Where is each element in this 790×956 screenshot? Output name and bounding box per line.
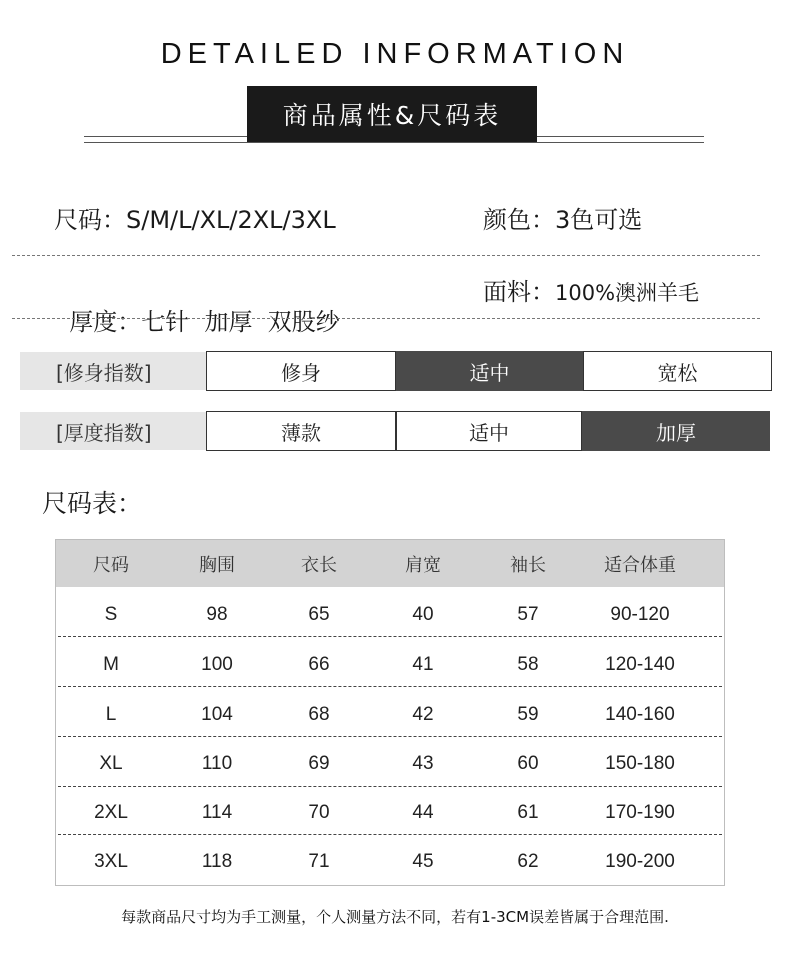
cell-chest: 100 [201,653,233,675]
size-value: S/M/L/XL/2XL/3XL [126,206,336,234]
fit-option-loose: 宽松 [583,351,772,391]
color-info [483,200,642,235]
cell-chest: 110 [201,752,233,774]
divider-2 [12,318,760,319]
cell-size: M [103,653,119,675]
cell-length: 70 [308,801,330,823]
cell-chest: 104 [201,703,233,725]
cell-weight: 190-200 [605,850,675,872]
fit-index-label: [修身指数] [20,352,206,390]
table-row [56,739,724,788]
cell-sleeve: 58 [517,653,539,675]
thickness-info [54,274,340,337]
cell-shoulder: 40 [412,603,434,625]
cell-chest: 98 [206,603,228,625]
thickness-label: 厚度： [69,308,142,336]
header-rule-bottom [84,142,704,143]
color-value: 3色可选 [555,206,643,234]
size-table-title: 尺码表： [42,489,143,518]
size-label: 尺码： [54,206,126,234]
color-label: 颜色： [483,206,555,234]
fabric-value: 100%澳洲羊毛 [555,281,700,305]
cell-length: 69 [308,752,330,774]
page-title: DETAILED INFORMATION [160,38,630,70]
table-row [56,640,724,689]
col-header-size: 尺码 [93,554,129,576]
thickness-index-label: [厚度指数] [20,412,206,450]
fabric-info [483,272,699,307]
cell-sleeve: 62 [517,850,539,872]
cell-size: L [105,703,117,725]
cell-chest: 114 [201,801,233,823]
cell-shoulder: 42 [412,703,434,725]
cell-size: 3XL [94,850,128,872]
cell-length: 66 [308,653,330,675]
cell-length: 65 [308,603,330,625]
col-header-chest: 胸围 [199,554,235,576]
table-row [56,690,724,739]
cell-size: 2XL [94,801,128,823]
table-row [56,837,724,886]
cell-shoulder: 44 [412,801,434,823]
col-header-shoulder: 肩宽 [405,554,441,576]
cell-chest: 118 [201,850,233,872]
divider-1 [12,255,760,256]
table-header [56,540,724,587]
col-header-length: 衣长 [301,554,337,576]
cell-size: S [104,603,118,625]
section-banner: 商品属性&尺码表 [247,86,537,142]
cell-sleeve: 59 [517,703,539,725]
col-header-weight: 适合体重 [604,554,676,576]
thickness-value: 七针 加厚 双股纱 [141,308,340,336]
cell-sleeve: 61 [517,801,539,823]
cell-weight: 150-180 [605,752,675,774]
table-row [56,590,724,639]
cell-weight: 120-140 [605,653,675,675]
cell-shoulder: 45 [412,850,434,872]
fit-option-slim: 修身 [206,351,396,391]
cell-weight: 140-160 [605,703,675,725]
thickness-option-medium: 适中 [396,411,582,451]
thickness-option-thin: 薄款 [206,411,396,451]
cell-length: 71 [308,850,330,872]
cell-sleeve: 57 [517,603,539,625]
cell-length: 68 [308,703,330,725]
cell-size: XL [99,752,123,774]
col-header-sleeve: 袖长 [510,554,546,576]
table-row [56,788,724,837]
cell-shoulder: 41 [412,653,434,675]
thickness-option-thick: 加厚 [582,411,770,451]
cell-weight: 90-120 [610,603,670,625]
size-info [54,200,336,235]
fabric-label: 面料： [483,278,555,306]
measurement-note: 每款商品尺寸均为手工测量，个人测量方法不同，若有1-3CM误差皆属于合理范围. [121,908,669,926]
cell-sleeve: 60 [517,752,539,774]
size-table [55,539,725,886]
fit-option-regular: 适中 [396,351,583,391]
cell-weight: 170-190 [605,801,675,823]
cell-shoulder: 43 [412,752,434,774]
